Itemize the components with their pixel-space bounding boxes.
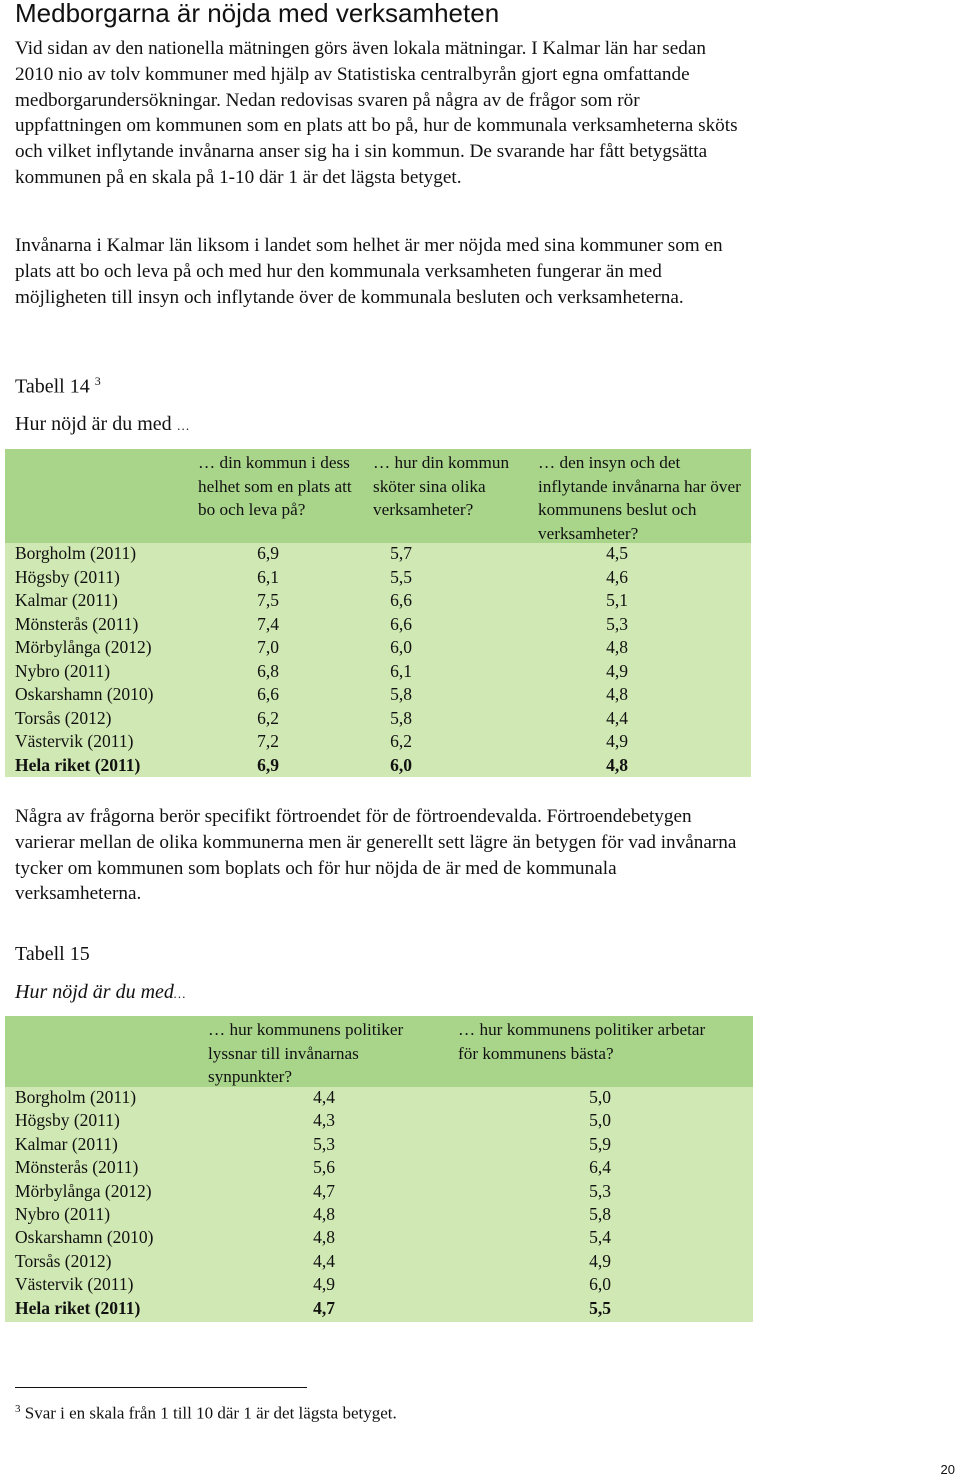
rating-value-col-2: 5,5 xyxy=(390,566,412,587)
rating-value-col-2: 5,8 xyxy=(390,684,412,704)
rating-value-col-3: 4,9 xyxy=(606,660,628,681)
rating-value-col-3: 4,4 xyxy=(606,707,628,728)
municipality-name: Oskarshamn (2010) xyxy=(15,1227,154,1248)
rating-value-col-1: 6,9 xyxy=(257,754,279,775)
comparison-paragraph: Invånarna i Kalmar län liksom i landet som helhet är mer nöjda med sina kommuner som en plats att bo och leva på och med hur den kommunala verksamheten fungerar än med möjligheten till insyn och inflytande över de kommunala besluten och verksamheterna. xyxy=(15,235,723,308)
table-15-question: Hur nöjd är du med… xyxy=(15,981,186,1003)
rating-value-col-1: 4,4 xyxy=(313,1087,335,1107)
footnote-divider xyxy=(15,1387,307,1388)
table-14-header xyxy=(5,449,751,543)
table-15-row xyxy=(5,1109,753,1133)
rating-value-col-1: 7,0 xyxy=(257,637,279,657)
municipality-name: Mönsterås (2011) xyxy=(15,1157,139,1178)
rating-value-col-2: 5,8 xyxy=(390,707,412,728)
table-15-row xyxy=(5,1086,753,1110)
rating-value-col-1: 6,6 xyxy=(257,684,279,704)
table-15-header-col-2: … hur kommunens politiker arbetar för kommunens bästa? xyxy=(458,1020,706,1063)
rating-value-col-2: 6,1 xyxy=(390,660,412,681)
municipality-name: Borgholm (2011) xyxy=(15,1087,137,1107)
rating-value-col-1: 6,2 xyxy=(257,707,279,728)
municipality-name: Högsby (2011) xyxy=(15,1110,120,1131)
rating-value-col-2: 6,4 xyxy=(589,1157,611,1178)
municipality-name: Kalmar (2011) xyxy=(15,1133,118,1154)
footnote: $^3$ Svar i en skala från 1 till 10 där 1 är det lägsta betyget. xyxy=(15,1403,397,1423)
table-14-header-col-3: … den insyn och det inflytande invånarna har över kommunens beslut och verksamheter? xyxy=(538,453,741,543)
municipality-name: Mörbylånga (2012) xyxy=(15,1180,152,1201)
municipality-name: Torsås (2012) xyxy=(15,1250,112,1271)
municipality-name: Hela riket (2011) xyxy=(15,754,141,775)
table-14-header-col-1: … din kommun i dess helhet som en plats att bo och leva på? xyxy=(198,453,352,519)
table-14-row xyxy=(5,542,751,566)
rating-value-col-3: 5,3 xyxy=(606,613,628,634)
table-15-header xyxy=(5,1016,753,1087)
municipality-name: Kalmar (2011) xyxy=(15,590,118,610)
rating-value-col-1: 4,8 xyxy=(313,1204,335,1224)
municipality-name: Torsås (2012) xyxy=(15,707,112,728)
table-15-row xyxy=(5,1250,753,1274)
rating-value-col-1: 4,3 xyxy=(313,1110,335,1131)
rating-value-col-3: 4,8 xyxy=(606,754,628,775)
municipality-name: Oskarshamn (2010) xyxy=(15,684,154,704)
municipality-name: Västervik (2011) xyxy=(15,1274,134,1295)
rating-value-col-2: 6,0 xyxy=(390,637,412,657)
municipality-name: Högsby (2011) xyxy=(15,566,120,587)
municipality-name: Nybro (2011) xyxy=(15,660,111,681)
table-15-row xyxy=(5,1226,753,1250)
trust-paragraph: Några av frågorna berör specifikt förtroendet för de förtroendevalda. Förtroendebetygen varierar mellan de olika kommunerna men är generellt sett lägre än betygen för vad invånarna tycker om kommunen som boplats och för hur nöjda de är med de kommunala verksamheterna. xyxy=(15,806,737,905)
rating-value-col-3: 5,1 xyxy=(606,590,628,610)
footnote-reference: 3 xyxy=(94,374,101,388)
municipality-name: Hela riket (2011) xyxy=(15,1297,141,1318)
rating-value-col-2: 5,4 xyxy=(589,1227,611,1248)
rating-value-col-2: 5,7 xyxy=(390,543,412,563)
rating-value-col-2: 5,8 xyxy=(589,1204,611,1224)
table-14-row xyxy=(5,566,751,590)
table-15-header-col-1: … hur kommunens politiker lyssnar till invånarnas synpunkter? xyxy=(208,1020,404,1086)
rating-value-col-3: 4,9 xyxy=(606,731,628,751)
rating-value-col-1: 4,7 xyxy=(313,1180,335,1201)
table-15-label: Tabell 15 xyxy=(15,943,90,965)
table-15-row xyxy=(5,1180,753,1204)
table-15-row xyxy=(5,1133,753,1157)
table-14-row xyxy=(5,613,751,637)
rating-value-col-3: 4,6 xyxy=(606,566,628,587)
rating-value-col-2: 5,0 xyxy=(589,1110,611,1131)
page-heading: Medborgarna är nöjda med verksamheten xyxy=(15,0,500,28)
table-14-question: Hur nöjd är du med … xyxy=(15,413,190,435)
municipality-name: Västervik (2011) xyxy=(15,731,134,751)
rating-value-col-2: 5,9 xyxy=(589,1133,611,1154)
municipality-name: Mönsterås (2011) xyxy=(15,613,139,634)
table-14-label: Tabell 14 $^3$ xyxy=(15,374,101,398)
table-15-row xyxy=(5,1203,753,1227)
rating-value-col-1: 5,6 xyxy=(313,1157,335,1178)
rating-value-col-1: 4,7 xyxy=(313,1297,335,1318)
table-14-row xyxy=(5,730,751,754)
rating-value-col-3: 4,8 xyxy=(606,684,628,704)
table-15-row xyxy=(5,1273,753,1297)
municipality-name: Mörbylånga (2012) xyxy=(15,637,152,657)
rating-value-col-3: 4,5 xyxy=(606,543,628,563)
rating-value-col-2: 6,0 xyxy=(589,1274,611,1295)
rating-value-col-2: 6,0 xyxy=(390,754,412,775)
rating-value-col-1: 7,4 xyxy=(257,613,279,634)
rating-value-col-3: 4,8 xyxy=(606,637,628,657)
rating-value-col-1: 4,4 xyxy=(313,1250,335,1271)
rating-value-col-1: 4,8 xyxy=(313,1227,335,1248)
rating-value-col-2: 5,0 xyxy=(589,1087,611,1107)
intro-paragraph: Vid sidan av den nationella mätningen görs även lokala mätningar. I Kalmar län har sedan 2010 nio av tolv kommuner med hjälp av Statistiska centralbyrån gjort egna omfattande medborgarundersökningar. Nedan redovisas svaren på några av de frågor som rör uppfattningen om kommunen som en plats att bo på, hur de kommunala verksamheterna sköts och vilket inflytande invånarna anser sig ha i sin kommun. De svarande har fått betygsätta kommunen på en skala på 1-10 där 1 är det lägsta betyget. xyxy=(15,38,738,188)
table-14-row xyxy=(5,660,751,684)
table-15 xyxy=(5,1016,753,1322)
rating-value-col-2: 6,6 xyxy=(390,613,412,634)
page-number: 20 xyxy=(940,1462,955,1477)
rating-value-col-1: 5,3 xyxy=(313,1133,335,1154)
table-15-total-row xyxy=(5,1297,753,1321)
rating-value-col-1: 4,9 xyxy=(313,1274,335,1295)
table-14-total-row xyxy=(5,754,751,778)
rating-value-col-1: 6,8 xyxy=(257,660,279,681)
table-14-header-col-2: … hur din kommun sköter sina olika verksamheter? xyxy=(373,453,510,519)
rating-value-col-2: 5,3 xyxy=(589,1180,611,1201)
rating-value-col-1: 6,1 xyxy=(257,566,279,587)
municipality-name: Borgholm (2011) xyxy=(15,543,137,563)
table-14-row xyxy=(5,683,751,707)
table-15-row xyxy=(5,1156,753,1180)
rating-value-col-2: 6,6 xyxy=(390,590,412,610)
municipality-name: Nybro (2011) xyxy=(15,1204,111,1224)
rating-value-col-1: 7,5 xyxy=(257,590,279,610)
rating-value-col-1: 7,2 xyxy=(257,731,279,751)
rating-value-col-2: 4,9 xyxy=(589,1250,611,1271)
table-14-row xyxy=(5,636,751,660)
rating-value-col-2: 6,2 xyxy=(390,731,412,751)
table-14-row xyxy=(5,589,751,613)
table-14 xyxy=(5,449,751,777)
rating-value-col-1: 6,9 xyxy=(257,543,279,563)
table-14-row xyxy=(5,707,751,731)
rating-value-col-2: 5,5 xyxy=(589,1297,611,1318)
